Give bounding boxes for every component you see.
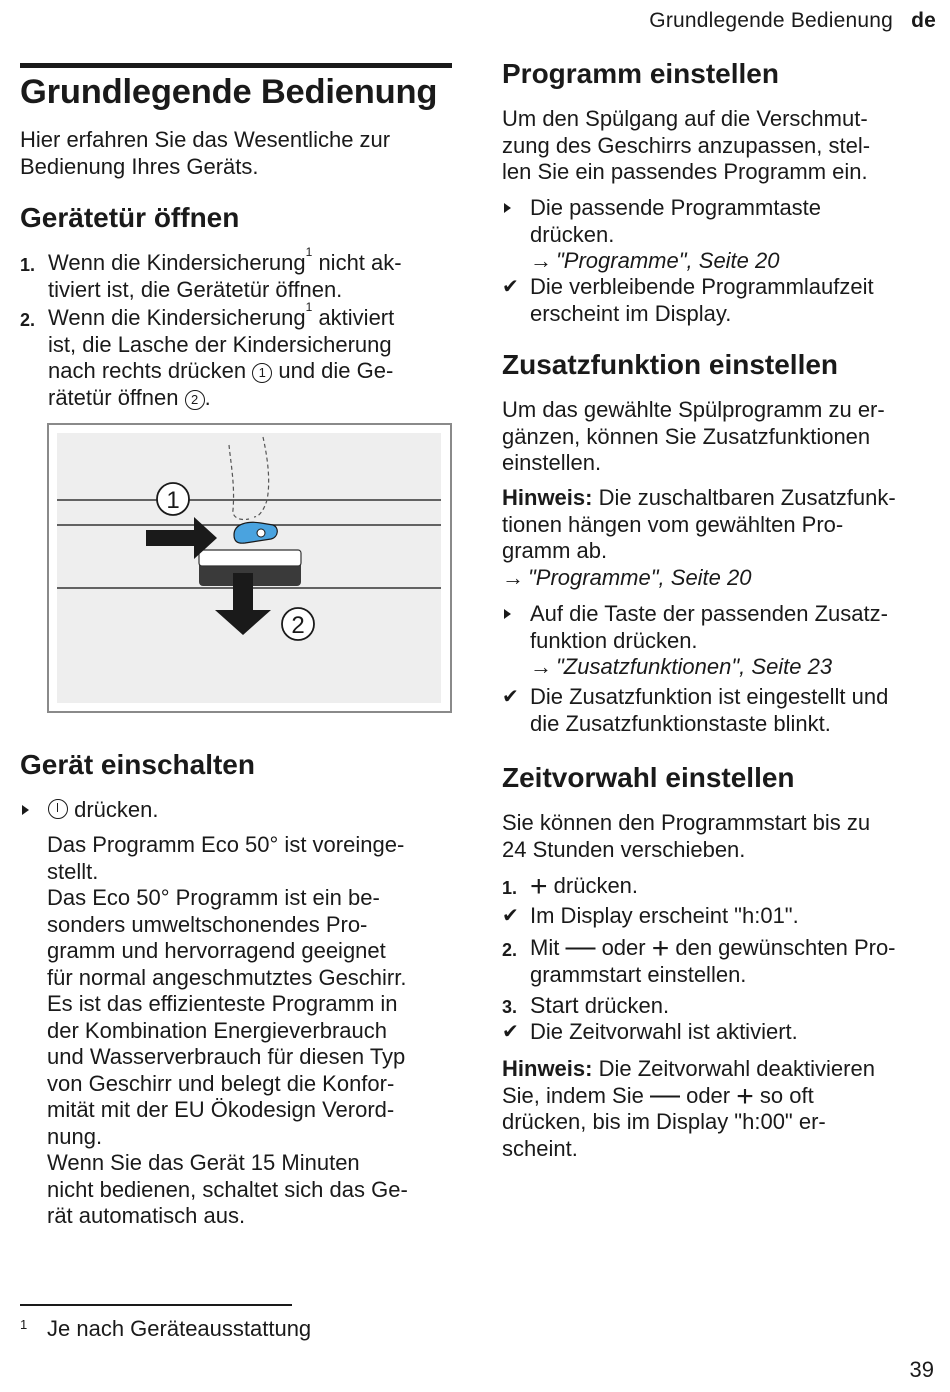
step-number: 1.: [502, 878, 518, 898]
program-heading: Programm einstellen: [502, 58, 779, 89]
plus-icon: +: [651, 932, 670, 965]
reference-text: "Zusatzfunktionen", Seite 23: [556, 654, 833, 679]
checkmark-icon: ✔: [502, 905, 519, 927]
timer-heading: Zeitvorwahl einstellen: [502, 762, 795, 793]
title-rule: [20, 63, 452, 68]
figure-callout-2-label: 2: [291, 612, 305, 639]
extra-intro-line: Um das gewählte Spülprogramm zu er-: [502, 397, 885, 422]
running-header: [649, 8, 936, 35]
bullet-triangle-icon: [504, 609, 511, 619]
power-line: von Geschirr und belegt die Konfor-: [47, 1070, 395, 1096]
plus-icon: +: [530, 870, 548, 903]
step-text: oder: [595, 935, 652, 960]
timer-result-1: [502, 903, 942, 930]
checkmark-icon: ✔: [502, 1021, 519, 1043]
language-code: de: [911, 9, 936, 32]
bullet-text: funktion drücken.: [530, 627, 698, 653]
bullet-triangle-icon: [22, 805, 29, 815]
start-key-label: Start: [530, 992, 579, 1018]
arrow-right-icon: →: [530, 248, 552, 273]
step-text: drücken.: [547, 873, 639, 898]
power-line: Wenn Sie das Gerät 15 Minuten: [47, 1150, 360, 1175]
figure-callout-1-label: 1: [166, 487, 180, 514]
reference-text: "Programme", Seite 20: [556, 248, 780, 273]
note-label: Hinweis:: [502, 485, 593, 510]
power-line: Es ist das effizienteste Programm in: [47, 991, 398, 1016]
circled-number-2: 2: [185, 390, 205, 410]
power-bullet: [20, 797, 452, 824]
minus-icon: —: [565, 930, 596, 963]
footnote-rule: [20, 1304, 292, 1306]
note-text: oder: [679, 1082, 737, 1108]
child-lock-figure: [47, 423, 452, 713]
power-line: mität mit der EU Ökodesign Verord-: [47, 1097, 395, 1122]
timer-result-3: [502, 1019, 942, 1046]
program-intro-line: Um den Spülgang auf die Verschmut-: [502, 106, 868, 131]
step-text: Mit: [530, 935, 566, 960]
note-text: scheint.: [502, 1135, 578, 1161]
step-text: ist, die Lasche der Kindersicherung: [48, 331, 392, 357]
step-text: den gewünschten Pro-: [669, 935, 896, 960]
bullet-text: Die passende Programmtaste: [530, 195, 822, 220]
checkmark-icon: ✔: [502, 686, 519, 708]
bullet-text: drücken.: [68, 797, 159, 822]
reference-text: "Programme", Seite 20: [528, 564, 752, 590]
intro-line: Bedienung Ihres Geräts.: [20, 153, 259, 179]
door-handle-top: [199, 550, 301, 566]
footnote-ref: 1: [305, 299, 313, 314]
door-step-1: [20, 244, 452, 303]
clip-hole: [257, 529, 265, 537]
note-text: Die Zeitvorwahl deaktivieren: [592, 1056, 875, 1081]
step-text: und die Ge-: [272, 358, 394, 383]
step-text: .: [204, 384, 211, 410]
step-text: aktiviert: [312, 305, 395, 330]
timer-step-2: [502, 930, 942, 988]
footnote-mark: 1: [20, 1317, 28, 1332]
bullet-text: Auf die Taste der passenden Zusatz-: [530, 601, 888, 626]
power-line: sonders umweltschonendes Pro-: [47, 911, 368, 937]
power-line: und Wasserverbrauch für diesen Typ: [47, 1044, 406, 1069]
program-bullet: [502, 195, 942, 275]
result-text: die Zusatzfunktionstaste blinkt.: [530, 710, 831, 736]
note-label: Hinweis:: [502, 1056, 593, 1081]
result-text: Die Zusatzfunktion ist eingestellt und: [530, 684, 889, 709]
extra-note-page-reference[interactable]: [502, 565, 752, 590]
running-header-title: Grundlegende Bedienung: [649, 9, 894, 32]
intro-line: Hier erfahren Sie das Wesentliche zur: [20, 127, 391, 152]
program-result: [502, 274, 942, 327]
step-text: tiviert ist, die Gerätetür öffnen.: [48, 276, 343, 302]
power-line: Das Programm Eco 50° ist voreinge-: [47, 832, 405, 857]
power-line: stellt.: [47, 858, 99, 884]
power-line: gramm und hervorragend geeignet: [47, 938, 386, 963]
step-number: 3.: [502, 997, 518, 1017]
step-number: 2.: [502, 940, 518, 960]
bullet-text: drücken.: [530, 221, 615, 247]
extra-page-reference[interactable]: [530, 654, 832, 679]
child-lock-illustration: [49, 425, 449, 710]
extra-intro-line: gänzen, können Sie Zusatzfunktionen: [502, 423, 871, 449]
note-text: Die zuschaltbaren Zusatzfunk-: [592, 485, 896, 510]
power-line: rät automatisch aus.: [47, 1203, 246, 1228]
power-line: nicht bedienen, schaltet sich das Ge-: [47, 1176, 408, 1202]
step-text: drücken.: [578, 993, 670, 1018]
power-line: nung.: [47, 1123, 103, 1149]
note-text: gramm ab.: [502, 538, 608, 563]
door-step-2: [20, 299, 452, 411]
note-text: Sie, indem Sie: [502, 1082, 650, 1108]
timer-step-1: [502, 870, 942, 903]
power-description: [47, 832, 457, 1230]
program-intro: [502, 106, 942, 186]
step-number: 2.: [20, 310, 36, 330]
step-text: nach rechts drücken: [48, 358, 253, 383]
step-text: Wenn die Kindersicherung: [48, 305, 306, 330]
result-text: Die Zeitvorwahl ist aktiviert.: [530, 1019, 798, 1044]
step-number: 1.: [20, 255, 36, 275]
step-text: nicht ak-: [312, 250, 402, 275]
timer-intro: [502, 810, 942, 863]
footnote-text: Je nach Geräteausstattung: [47, 1316, 312, 1341]
note-text: tionen hängen vom gewählten Pro-: [502, 511, 844, 537]
arrow-right-icon: →: [502, 564, 524, 590]
minus-icon: —: [649, 1077, 680, 1111]
bullet-triangle-icon: [504, 203, 511, 213]
program-intro-line: len Sie ein passendes Programm ein.: [502, 159, 868, 184]
result-text: Die verbleibende Programmlaufzeit: [530, 274, 874, 299]
power-line: für normal angeschmutztes Geschirr.: [47, 964, 407, 990]
step-text: Wenn die Kindersicherung: [48, 250, 306, 275]
timer-intro-line: 24 Stunden verschieben.: [502, 836, 746, 862]
door-heading: Gerätetür öffnen: [20, 202, 240, 233]
arrow-right-icon: →: [530, 654, 552, 679]
result-text: erscheint im Display.: [530, 300, 732, 326]
timer-note: [502, 1056, 942, 1162]
result-text: Im Display erscheint "h:01".: [530, 903, 799, 928]
step-text: rätetür öffnen: [48, 384, 185, 410]
plus-icon: +: [736, 1079, 754, 1113]
extra-intro: [502, 397, 942, 477]
extra-note: [502, 485, 942, 591]
page-title: Grundlegende Bedienung: [20, 73, 438, 111]
timer-intro-line: Sie können den Programmstart bis zu: [502, 810, 871, 835]
power-line: Das Eco 50° Programm ist ein be-: [47, 885, 380, 910]
intro-paragraph: [20, 127, 452, 180]
power-heading: Gerät einschalten: [20, 749, 255, 780]
extra-result: [502, 684, 942, 737]
power-icon: [48, 799, 68, 819]
power-line: der Kombination Energieverbrauch: [47, 1017, 387, 1043]
timer-step-3: [502, 992, 942, 1020]
note-text: so oft: [753, 1082, 814, 1108]
footnote-ref: 1: [305, 244, 313, 259]
circled-number-1: 1: [252, 363, 272, 383]
program-page-reference[interactable]: [530, 248, 780, 273]
extra-bullet: [502, 601, 942, 681]
extra-heading: Zusatzfunktion einstellen: [502, 349, 839, 380]
note-text: drücken, bis im Display "h:00" er-: [502, 1109, 826, 1134]
program-intro-line: zung des Geschirrs anzupassen, stel-: [502, 132, 871, 158]
page-number: 39: [909, 1357, 934, 1382]
extra-intro-line: einstellen.: [502, 450, 602, 475]
checkmark-icon: ✔: [502, 276, 519, 298]
step-text: grammstart einstellen.: [530, 961, 747, 987]
